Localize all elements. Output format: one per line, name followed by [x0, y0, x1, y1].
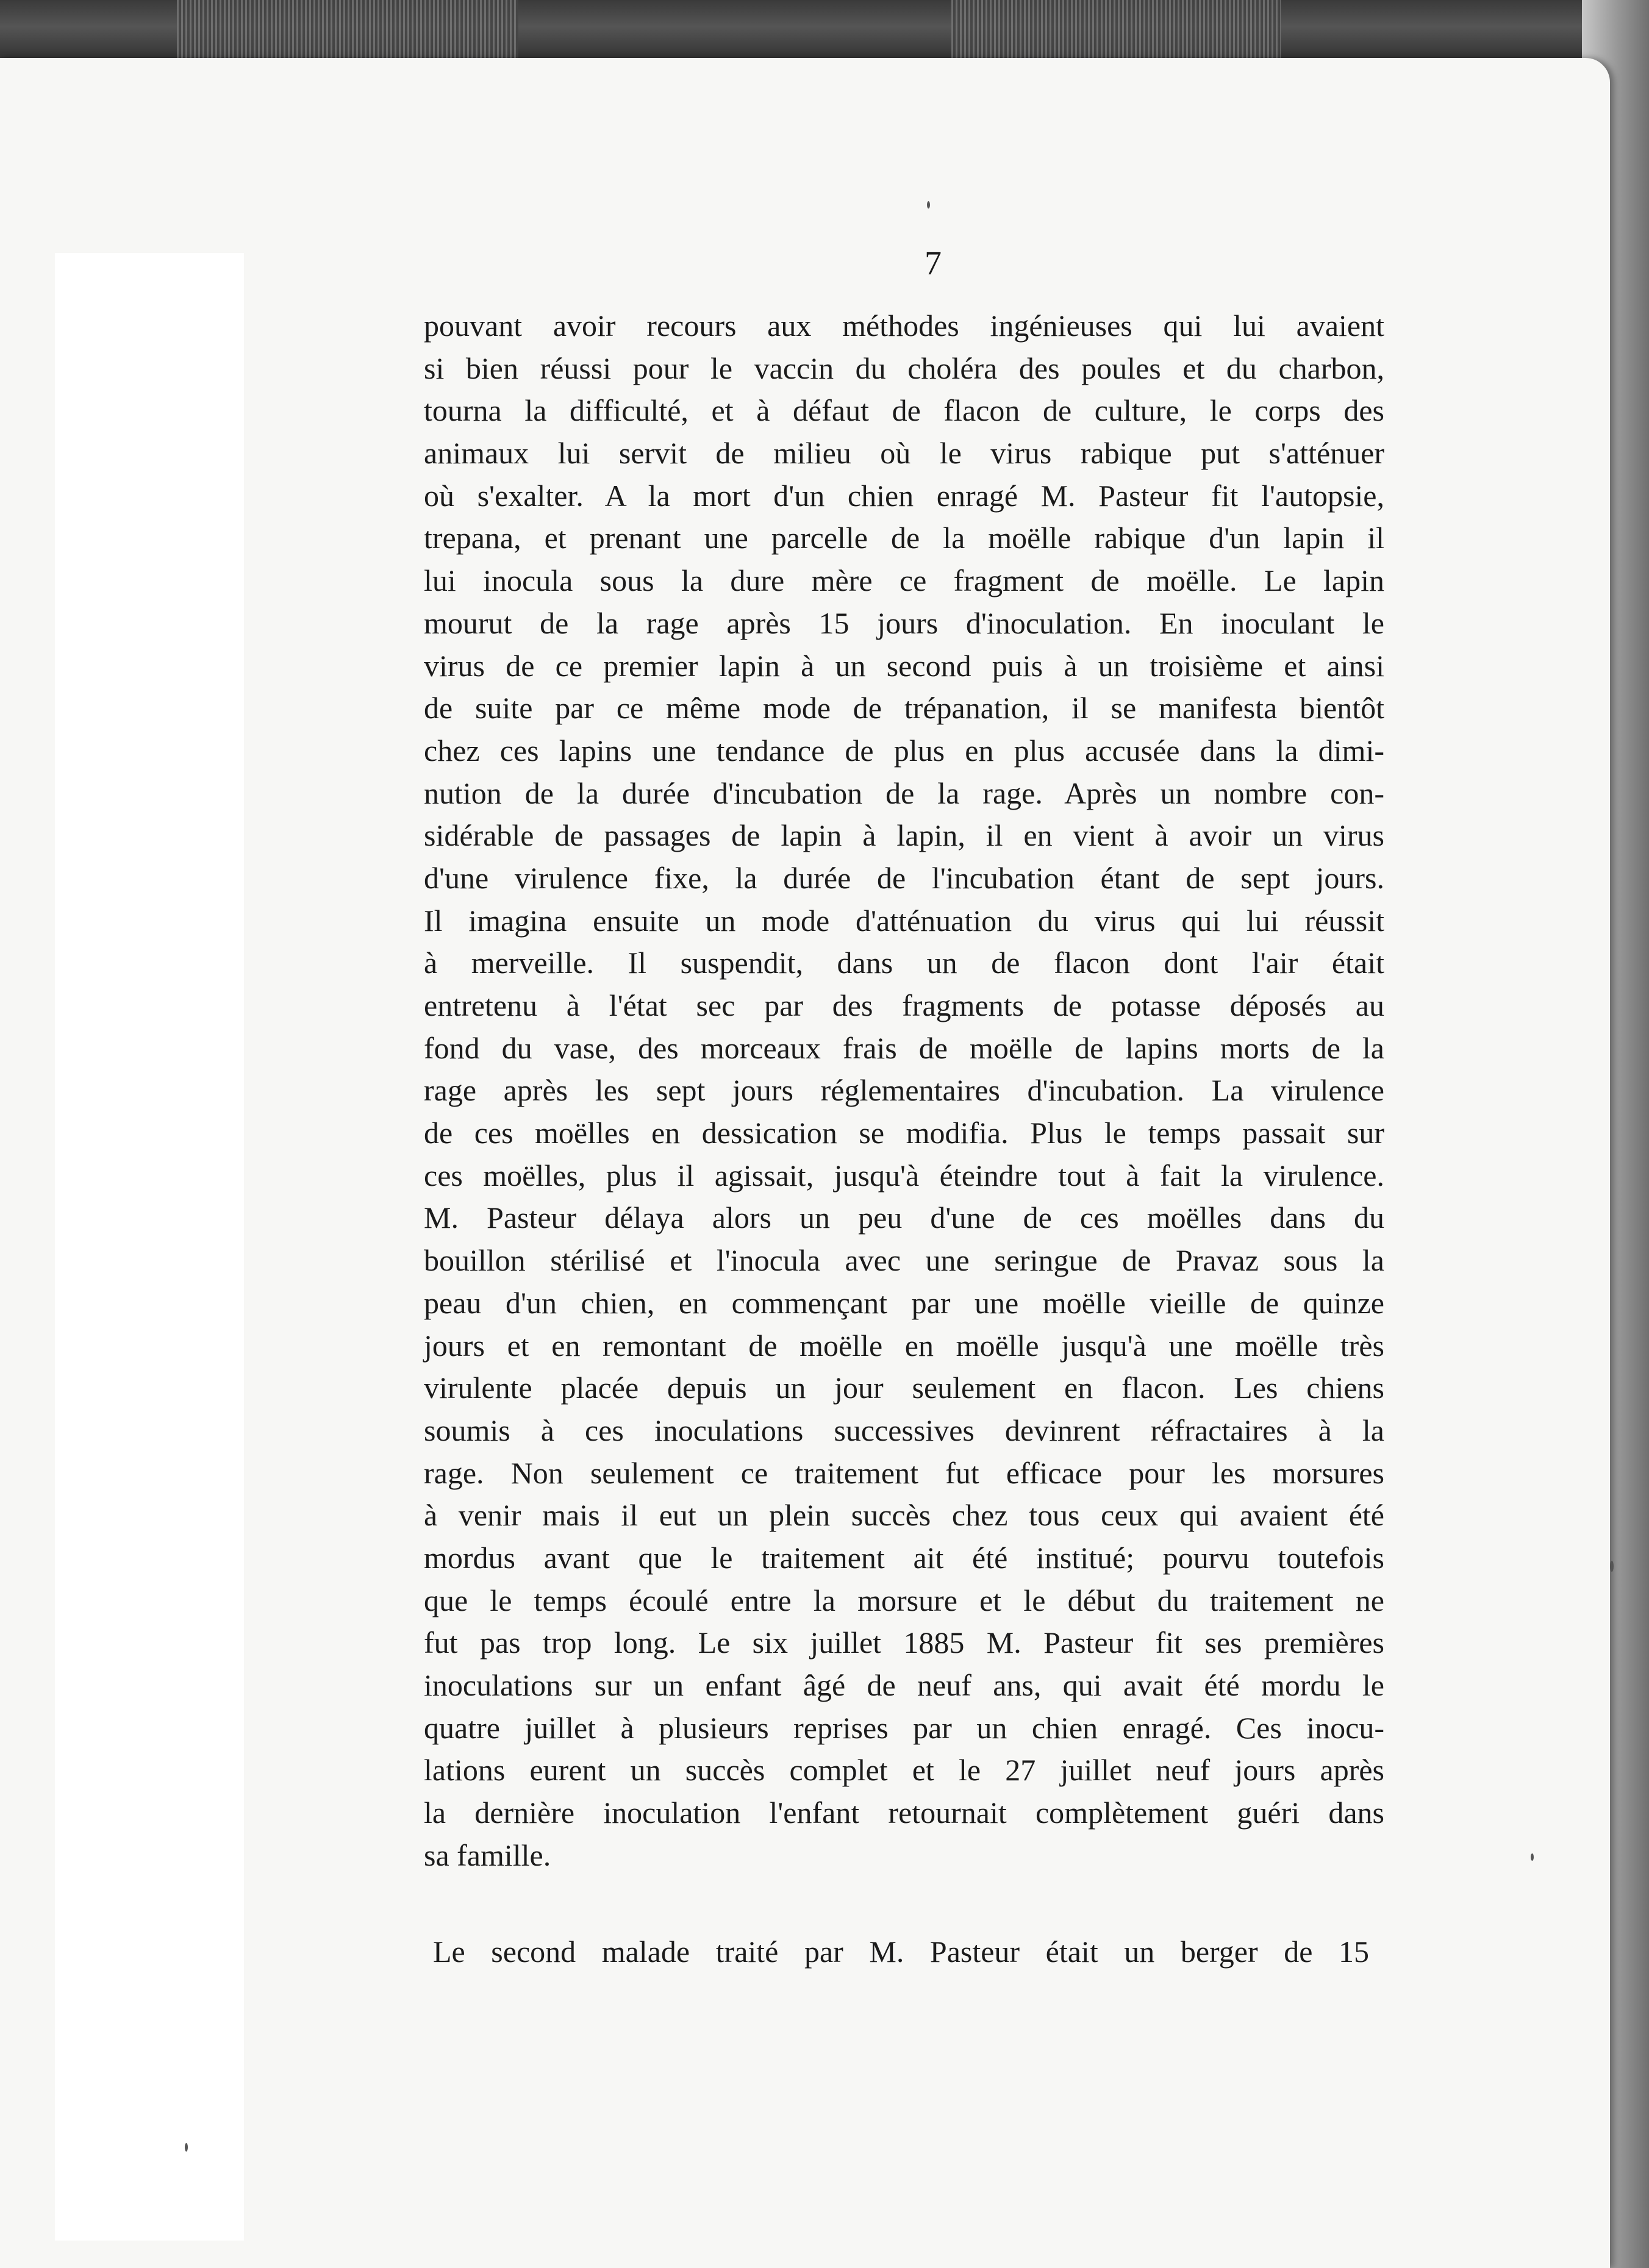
scan-speck: [185, 2143, 188, 2152]
scan-speck: [1531, 1853, 1534, 1861]
text-line: d'une virulence fixe, la durée de l'incubation étant de sept jours.: [424, 860, 1384, 895]
scanner-edge: [0, 0, 1649, 67]
body-paragraph: [424, 305, 1384, 1877]
text-line: fut pas trop long. Le six juillet 1885 M. Pasteur fit ses premières: [424, 1625, 1384, 1660]
text-line: tourna la difficulté, et à défaut de flacon de culture, le corps des: [424, 393, 1384, 428]
text-line: nution de la durée d'incubation de la rage. Après un nombre con-: [424, 776, 1384, 810]
text-line: inoculations sur un enfant âgé de neuf ans, qui avait été mordu le: [424, 1668, 1384, 1702]
text-line: rage. Non seulement ce traitement fut efficace pour les morsures: [424, 1455, 1384, 1490]
text-line: sa famille.: [424, 1838, 551, 1872]
text-line: que le temps écoulé entre la morsure et le début du traitement ne: [424, 1583, 1384, 1617]
text-line: la dernière inoculation l'enfant retournait complètement guéri dans: [424, 1795, 1384, 1830]
text-line: lations eurent un succès complet et le 27 juillet neuf jours après: [424, 1753, 1384, 1788]
text-line: chez ces lapins une tendance de plus en plus accusée dans la dimi-: [424, 733, 1384, 768]
text-line: si bien réussi pour le vaccin du choléra des poules et du charbon,: [424, 351, 1384, 385]
scan-speck: [927, 201, 930, 209]
text-line: sidérable de passages de lapin à lapin, il en vient à avoir un virus: [424, 818, 1384, 853]
text-line: bouillon stérilisé et l'inocula avec une seringue de Pravaz sous la: [424, 1243, 1384, 1278]
scanner-ridge: [951, 0, 1281, 58]
text-line: M. Pasteur délaya alors un peu d'une de ces moëlles dans du: [424, 1200, 1384, 1235]
text-line: peau d'un chien, en commençant par une moëlle vieille de quinze: [424, 1285, 1384, 1320]
scanner-ridge: [177, 0, 518, 58]
text-line: de suite par ce même mode de trépanation, il se manifesta bientôt: [424, 691, 1384, 726]
text-line: mordus avant que le traitement ait été institué; pourvu toutefois: [424, 1540, 1384, 1575]
page-number: 7: [925, 244, 942, 282]
text-line: jours et en remontant de moëlle en moëlle jusqu'à une moëlle très: [424, 1328, 1384, 1363]
text-line: à merveille. Il suspendit, dans un de flacon dont l'air était: [424, 946, 1384, 980]
text-line: trepana, et prenant une parcelle de la moëlle rabique d'un lapin il: [424, 521, 1384, 555]
text-line: soumis à ces inoculations successives devinrent réfractaires à la: [424, 1413, 1384, 1447]
text-line: virus de ce premier lapin à un second puis à un troisième et ainsi: [424, 648, 1384, 683]
text-line: rage après les sept jours réglementaires d'incubation. La virulence: [424, 1073, 1384, 1108]
text-line: ces moëlles, plus il agissait, jusqu'à éteindre tout à fait la virulence.: [424, 1158, 1384, 1193]
page-margin: [55, 253, 244, 2241]
text-line: pouvant avoir recours aux méthodes ingénieuses qui lui avaient: [424, 308, 1384, 343]
text-line: Il imagina ensuite un mode d'atténuation du virus qui lui réussit: [424, 903, 1384, 938]
text-line: fond du vase, des morceaux frais de moëlle de lapins morts de la: [424, 1030, 1384, 1065]
text-line: à venir mais il eut un plein succès chez tous ceux qui avaient été: [424, 1498, 1384, 1533]
text-line: où s'exalter. A la mort d'un chien enragé M. Pasteur fit l'autopsie,: [424, 478, 1384, 513]
text-line: animaux lui servit de milieu où le virus rabique put s'atténuer: [424, 436, 1384, 471]
text-line: de ces moëlles en dessication se modifia. Plus le temps passait sur: [424, 1116, 1384, 1150]
text-line: virulente placée depuis un jour seulement en flacon. Les chiens: [424, 1371, 1384, 1405]
text-line: entretenu à l'état sec par des fragments de potasse déposés au: [424, 988, 1384, 1022]
text-line: lui inocula sous la dure mère ce fragment de moëlle. Le lapin: [424, 563, 1384, 598]
text-line: mourut de la rage après 15 jours d'inoculation. En inoculant le: [424, 605, 1384, 640]
next-paragraph-start: Le second malade traité par M. Pasteur était un berger de 15: [433, 1935, 1369, 1969]
scan-speck: [1610, 1561, 1614, 1572]
text-line: quatre juillet à plusieurs reprises par un chien enragé. Ces inocu-: [424, 1710, 1384, 1745]
